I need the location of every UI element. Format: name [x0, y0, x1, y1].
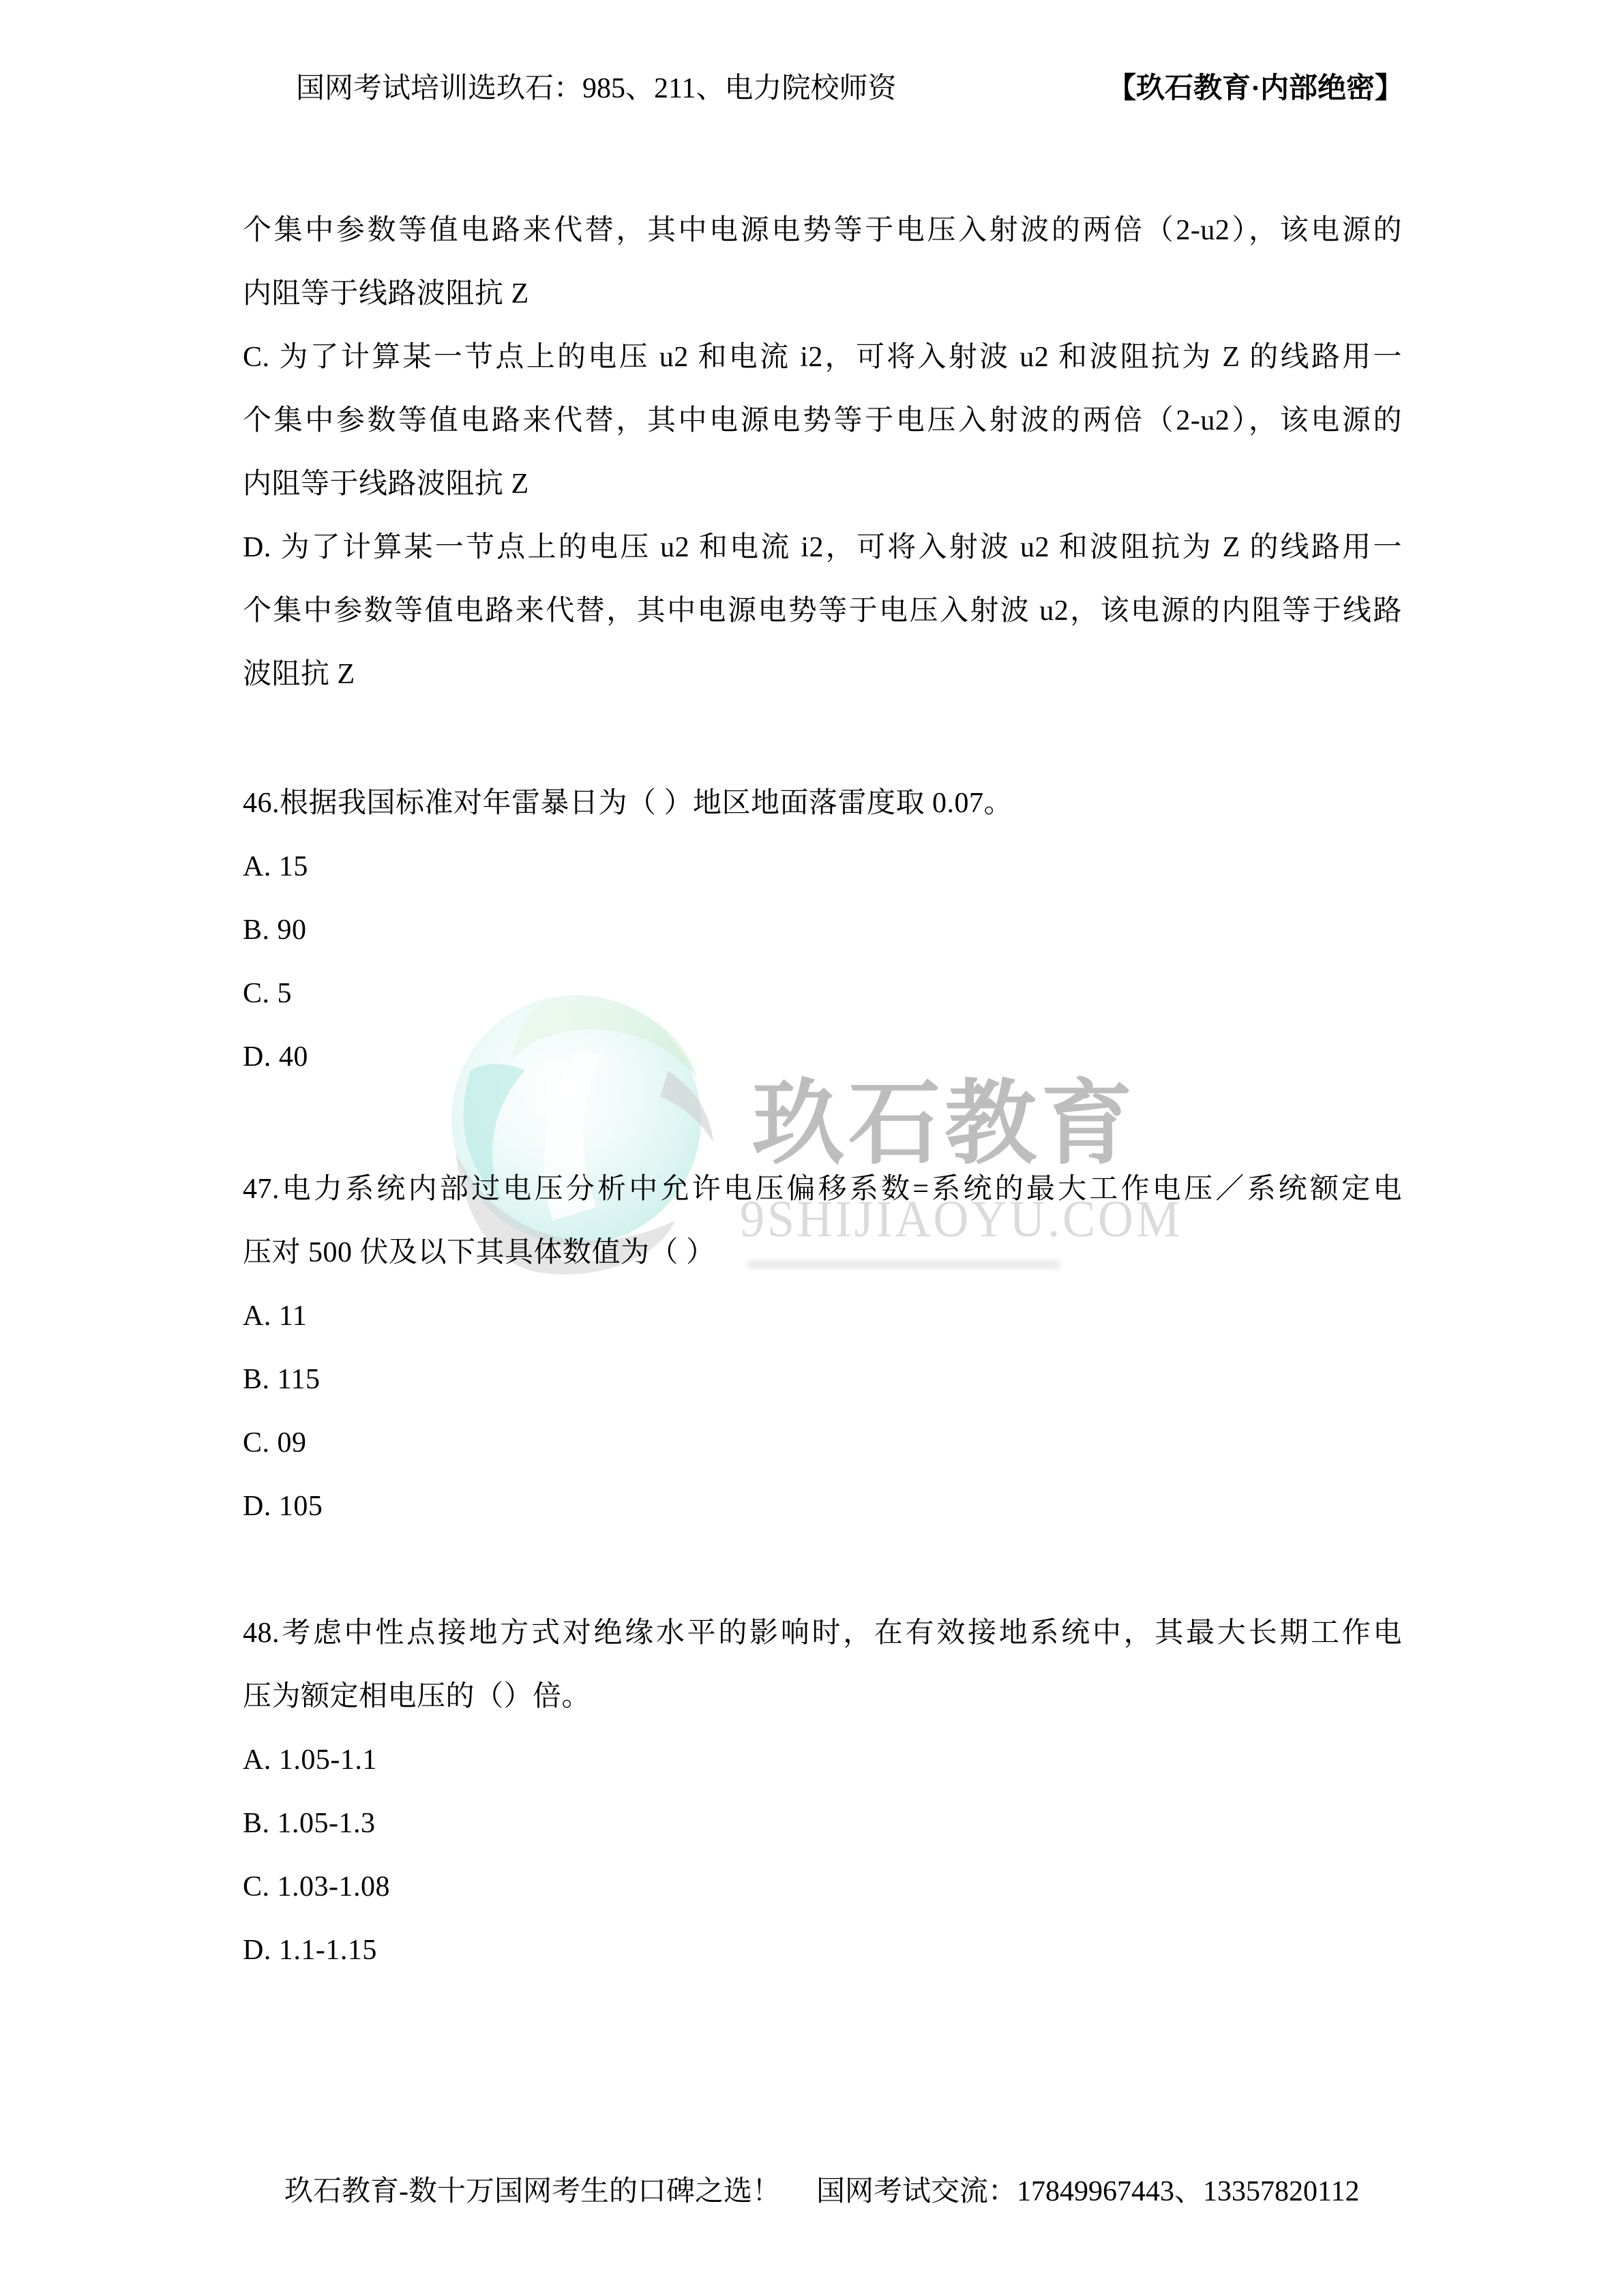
q45-optC-line-1: C. 为了计算某一节点上的电压 u2 和电流 i2，可将入射波 u2 和波阻抗为 Z 的线路用一: [243, 342, 1402, 373]
q45-optB-cont-line-2: 内阻等于线路波阻抗 Z: [243, 278, 529, 310]
q48-option-b: B. 1.05-1.3: [243, 1808, 376, 1839]
q48-question-line-1: 48.考虑中性点接地方式对绝缘水平的影响时，在有效接地系统中，其最大长期工作电: [243, 1617, 1402, 1649]
q47-option-c: C. 09: [243, 1427, 307, 1459]
q48-option-a: A. 1.05-1.1: [243, 1744, 377, 1776]
q47-question-line-2: 压对 500 伏及以下其具体数值为（ ）: [243, 1237, 715, 1268]
header-left-slogan: 国网考试培训选玖石：985、211、电力院校师资: [296, 73, 897, 104]
footer-contact: 国网考试交流：17849967443、13357820112: [816, 2176, 1360, 2207]
q45-optD-line-3: 波阻抗 Z: [243, 659, 355, 690]
q46-question: 46.根据我国标准对年雷暴日为（ ）地区地面落雷度取 0.07。: [243, 788, 1013, 819]
q46-option-d: D. 40: [243, 1041, 308, 1073]
header-confidential-label: 【玖石教育·内部绝密】: [1107, 73, 1403, 104]
q47-option-a: A. 11: [243, 1300, 308, 1332]
q45-optC-line-3: 内阻等于线路波阻抗 Z: [243, 468, 529, 500]
q46-option-b: B. 90: [243, 914, 307, 946]
footer: [284, 2173, 1359, 2211]
q47-question-line-1: 47.电力系统内部过电压分析中允许电压偏移系数=系统的最大工作电压／系统额定电: [243, 1174, 1402, 1205]
q45-optB-cont-line-1: 个集中参数等值电路来代替，其中电源电势等于电压入射波的两倍（2-u2），该电源的: [243, 215, 1402, 246]
watermark-domain-text: 9SHIJIAOYU.COM: [740, 1191, 1182, 1248]
q48-option-c: C. 1.03-1.08: [243, 1871, 390, 1903]
q48-option-d: D. 1.1-1.15: [243, 1935, 377, 1966]
q46-option-a: A. 15: [243, 851, 308, 882]
q45-optD-line-1: D. 为了计算某一节点上的电压 u2 和电流 i2，可将入射波 u2 和波阻抗为 Z 的线路用一: [243, 532, 1402, 563]
q47-option-b: B. 115: [243, 1364, 321, 1395]
q46-option-c: C. 5: [243, 978, 293, 1009]
q45-optD-line-2: 个集中参数等值电路来代替，其中电源电势等于电压入射波 u2，该电源的内阻等于线路: [243, 595, 1402, 627]
q45-optC-line-2: 个集中参数等值电路来代替，其中电源电势等于电压入射波的两倍（2-u2），该电源的: [243, 405, 1402, 436]
footer-slogan: 玖石教育-数十万国网考生的口碑之选！: [284, 2176, 781, 2207]
q47-option-d: D. 105: [243, 1491, 323, 1522]
q48-question-line-2: 压为额定相电压的（）倍。: [243, 1681, 591, 1712]
watermark-brand-text: 玖石教育: [752, 1074, 1137, 1176]
